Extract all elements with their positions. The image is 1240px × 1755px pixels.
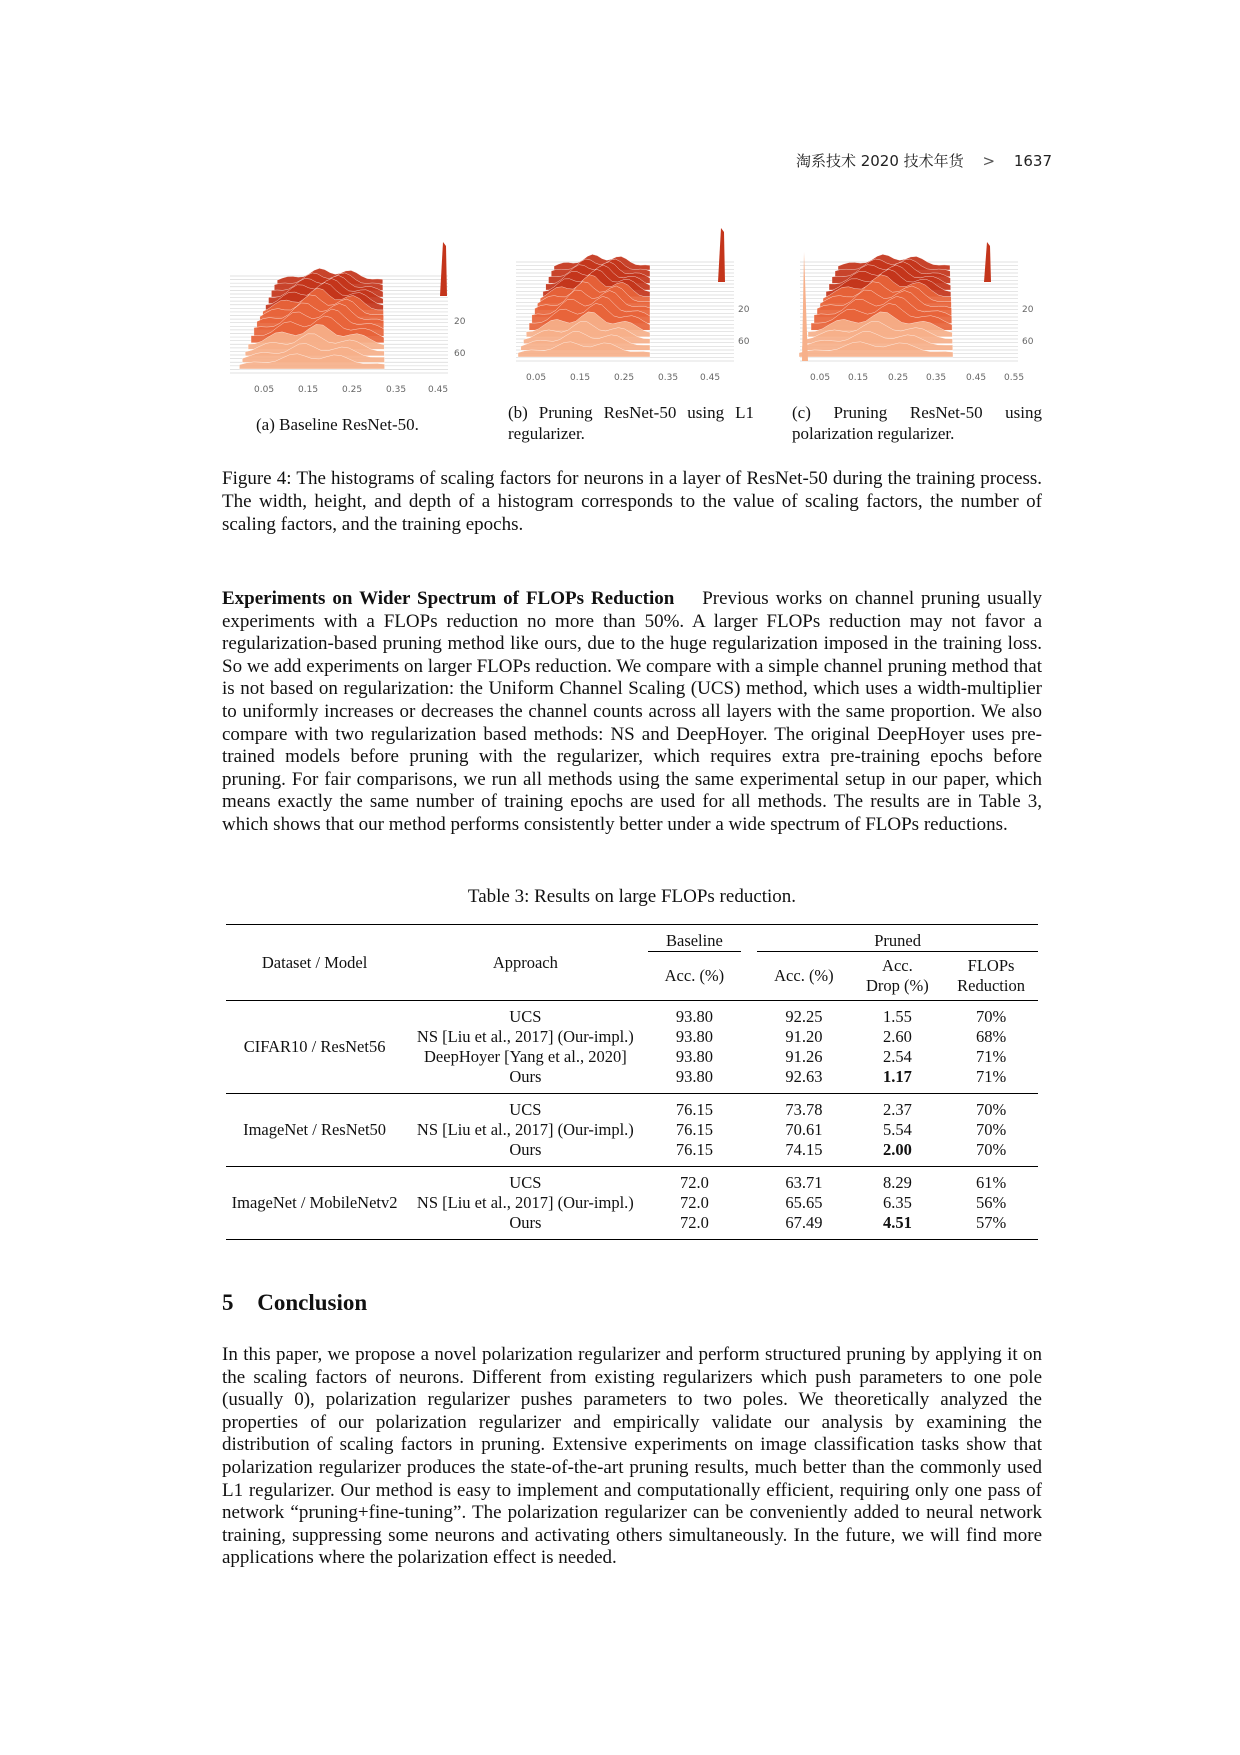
flops-cell: 70% xyxy=(975,1120,1007,1139)
histogram-bands-c xyxy=(799,242,1018,361)
approach-cell: Ours xyxy=(509,1140,542,1159)
histogram-bands-a xyxy=(230,242,448,373)
flops-cell: 68% xyxy=(975,1027,1007,1046)
col-header-drop-2: Drop (%) xyxy=(866,976,929,995)
pruned-acc-cell: 73.78 xyxy=(785,1100,823,1119)
section-title: Conclusion xyxy=(257,1290,368,1315)
table-row xyxy=(226,1173,1038,1193)
histogram-spike xyxy=(718,228,725,282)
approach-cell: Ours xyxy=(509,1067,542,1086)
xtick: 0.25 xyxy=(614,373,635,383)
col-header-flops-1: FLOPs xyxy=(967,956,1015,975)
approach-cell: UCS xyxy=(509,1007,542,1026)
histogram-left-spike xyxy=(802,252,808,361)
column-spacer xyxy=(741,1100,757,1120)
col-header-acc-base: Acc. (%) xyxy=(664,966,725,985)
column-spacer xyxy=(741,1007,757,1027)
pruned-acc-cell: 91.26 xyxy=(785,1047,823,1066)
baseline-acc-cell: 72.0 xyxy=(679,1213,709,1232)
figure-b xyxy=(512,228,748,398)
header-separator: > xyxy=(982,152,996,170)
dataset-cell: ImageNet / MobileNetv2 xyxy=(231,1193,398,1212)
baseline-acc-cell: 72.0 xyxy=(679,1173,709,1192)
acc-drop-cell: 2.60 xyxy=(882,1027,912,1046)
baseline-acc-cell: 93.80 xyxy=(675,1027,713,1046)
ytick: 20 xyxy=(738,305,750,315)
xtick: 0.35 xyxy=(386,385,407,395)
xtick: 0.05 xyxy=(254,385,275,395)
page-number: 1637 xyxy=(1013,152,1052,170)
table-caption: Table 3: Results on large FLOPs reduction. xyxy=(467,886,797,907)
acc-drop-cell: 1.17 xyxy=(882,1067,912,1086)
table-row xyxy=(226,1100,1038,1120)
col-header-flops-2: Reduction xyxy=(957,976,1025,995)
histogram-spike xyxy=(440,242,447,296)
xtick: 0.25 xyxy=(888,373,909,383)
ytick: 20 xyxy=(1022,305,1034,315)
flops-cell: 70% xyxy=(975,1007,1007,1026)
ytick: 60 xyxy=(738,337,750,347)
column-spacer xyxy=(741,1193,757,1213)
ytick: 60 xyxy=(1022,337,1034,347)
caption-c: (c) Pruning ResNet-50 using polarization regularizer. xyxy=(792,403,1042,443)
xtick: 0.35 xyxy=(658,373,679,383)
section-heading xyxy=(222,1290,367,1316)
flops-cell: 57% xyxy=(975,1213,1007,1232)
results-table xyxy=(226,924,1038,1240)
flops-cell: 71% xyxy=(975,1067,1007,1086)
section-number: 5 xyxy=(222,1290,234,1315)
column-spacer xyxy=(741,1067,757,1087)
column-spacer xyxy=(741,1173,757,1193)
dataset-cell: ImageNet / ResNet50 xyxy=(243,1120,387,1139)
acc-drop-cell: 4.51 xyxy=(882,1213,912,1232)
pruned-acc-cell: 65.65 xyxy=(785,1193,823,1212)
xtick: 0.15 xyxy=(298,385,319,395)
histogram-c xyxy=(796,228,1042,398)
approach-cell: UCS xyxy=(509,1100,542,1119)
experiments-paragraph xyxy=(222,588,1042,837)
dataset-cell: CIFAR10 / ResNet56 xyxy=(243,1037,386,1056)
flops-cell: 71% xyxy=(975,1047,1007,1066)
acc-drop-cell: 8.29 xyxy=(882,1173,912,1192)
flops-cell: 70% xyxy=(975,1140,1007,1159)
table-row xyxy=(226,1007,1038,1027)
histogram-b xyxy=(512,228,748,398)
column-spacer xyxy=(741,1047,757,1067)
table-body-mobilenet xyxy=(226,1167,1038,1240)
figure-caption: Figure 4: The histograms of scaling factors for neurons in a layer of ResNet-50 during the training process. The width, height, and depth of a histogram corresponds to the value of scaling factors, the number of scaling factors, and the training epochs. xyxy=(222,468,1042,535)
ytick: 20 xyxy=(454,317,466,327)
pruned-acc-cell: 92.25 xyxy=(785,1007,823,1026)
approach-cell: NS [Liu et al., 2017] (Our-impl.) xyxy=(416,1027,634,1046)
pruned-acc-cell: 74.15 xyxy=(785,1140,823,1159)
xtick: 0.45 xyxy=(428,385,449,395)
baseline-acc-cell: 93.80 xyxy=(675,1007,713,1026)
xtick: 0.25 xyxy=(342,385,363,395)
baseline-acc-cell: 76.15 xyxy=(675,1100,713,1119)
figure-a xyxy=(226,228,466,398)
acc-drop-cell: 5.54 xyxy=(882,1120,912,1139)
xtick: 0.05 xyxy=(810,373,831,383)
col-header-drop-1: Acc. xyxy=(882,956,913,975)
xtick: 0.35 xyxy=(926,373,947,383)
table-body-cifar xyxy=(226,1001,1038,1094)
flops-cell: 61% xyxy=(975,1173,1007,1192)
flops-cell: 56% xyxy=(975,1193,1007,1212)
column-spacer xyxy=(741,1027,757,1047)
caption-a: (a) Baseline ResNet-50. xyxy=(256,415,419,434)
approach-cell: UCS xyxy=(509,1173,542,1192)
baseline-acc-cell: 93.80 xyxy=(675,1067,713,1086)
xtick: 0.05 xyxy=(526,373,547,383)
figure-c xyxy=(796,228,1042,398)
approach-cell: DeepHoyer [Yang et al., 2020] xyxy=(424,1047,627,1066)
acc-drop-cell: 6.35 xyxy=(882,1193,912,1212)
col-header-approach: Approach xyxy=(492,952,558,972)
baseline-acc-cell: 93.80 xyxy=(675,1047,713,1066)
pruned-acc-cell: 67.49 xyxy=(785,1213,823,1232)
acc-drop-cell: 2.37 xyxy=(882,1100,912,1119)
xtick: 0.15 xyxy=(848,373,869,383)
acc-drop-cell: 2.54 xyxy=(882,1047,912,1066)
col-header-baseline: Baseline xyxy=(648,925,742,952)
column-spacer xyxy=(741,1140,757,1160)
column-spacer xyxy=(741,1213,757,1233)
pruned-acc-cell: 91.20 xyxy=(785,1027,823,1046)
histogram-bands-b xyxy=(516,228,734,361)
approach-cell: NS [Liu et al., 2017] (Our-impl.) xyxy=(416,1193,634,1212)
pruned-acc-cell: 70.61 xyxy=(785,1120,823,1139)
ytick: 60 xyxy=(454,349,466,359)
caption-b: (b) Pruning ResNet-50 using L1 regularizer. xyxy=(508,403,754,443)
pruned-acc-cell: 63.71 xyxy=(785,1173,823,1192)
acc-drop-cell: 1.55 xyxy=(882,1007,912,1026)
pruned-acc-cell: 92.63 xyxy=(785,1067,823,1086)
baseline-acc-cell: 76.15 xyxy=(675,1140,713,1159)
xtick: 0.45 xyxy=(700,373,721,383)
col-header-dataset: Dataset / Model xyxy=(261,952,368,972)
approach-cell: NS [Liu et al., 2017] (Our-impl.) xyxy=(416,1120,634,1139)
baseline-acc-cell: 76.15 xyxy=(675,1120,713,1139)
col-header-acc-pruned: Acc. (%) xyxy=(774,966,834,985)
histogram-a xyxy=(226,228,466,398)
xtick: 0.45 xyxy=(966,373,987,383)
experiments-body: Previous works on channel pruning usually experiments with a FLOPs reduction no more than 50%. A larger FLOPs reduction may not favor a regularization-based pruning method like ours, due to the huge regularization imposed in the training loss. So we add experiments on larger FLOPs reduction. We compare with a simple channel pruning method that is not based on regularization: the Uniform Channel Scaling (UCS) method, which uses a width-multiplier to uniformly increases or decreases the channel counts across all layers with the same proportion. We also compare with two regularization based methods: NS and DeepHoyer. The original DeepHoyer uses pre-trained models before pruning with the regularizer, which requires extra pre-training epochs before pruning. For fair comparisons, we run all methods using the same experimental setup in our paper, which means exactly the same number of training epochs are used for all methods. The results are in Table 3, which shows that our method performs consistently better under a wide spectrum of FLOPs reductions. xyxy=(222,588,1043,835)
baseline-acc-cell: 72.0 xyxy=(679,1193,709,1212)
running-header xyxy=(790,150,1052,171)
conclusion-paragraph: In this paper, we propose a novel polarization regularizer and perform structured pruning by applying it on the scaling factors of neurons. Different from existing regularizers which push parameters to one pole (usually 0), polarization regularizer pushes parameters to two poles. We theoretically analyzed the properties of our polarization regularizer and empirically validate our analysis by examining the distribution of scaling factors in pruning. Extensive experiments on image classification tasks show that polarization regularizer produces the state-of-the-art pruning results, much better than the commonly used L1 regularizer. Our method is easy to implement and computationally efficient, requiring only one pass of network “pruning+fine-tuning”. The polarization regularizer can be conveniently added to neural network training, suppressing some neurons and activating others simultaneously. In the future, we will find more applications where the polarization effect is needed. xyxy=(222,1344,1042,1569)
approach-cell: Ours xyxy=(509,1213,542,1232)
col-header-pruned: Pruned xyxy=(757,925,1038,952)
flops-cell: 70% xyxy=(975,1100,1007,1119)
xtick: 0.15 xyxy=(570,373,591,383)
xtick: 0.55 xyxy=(1004,373,1025,383)
acc-drop-cell: 2.00 xyxy=(882,1140,912,1159)
book-title: 淘系技术 2020 技术年货 xyxy=(795,152,964,170)
table-body-resnet50 xyxy=(226,1094,1038,1167)
experiments-heading: Experiments on Wider Spectrum of FLOPs Reduction xyxy=(222,588,675,609)
column-spacer xyxy=(741,1120,757,1140)
